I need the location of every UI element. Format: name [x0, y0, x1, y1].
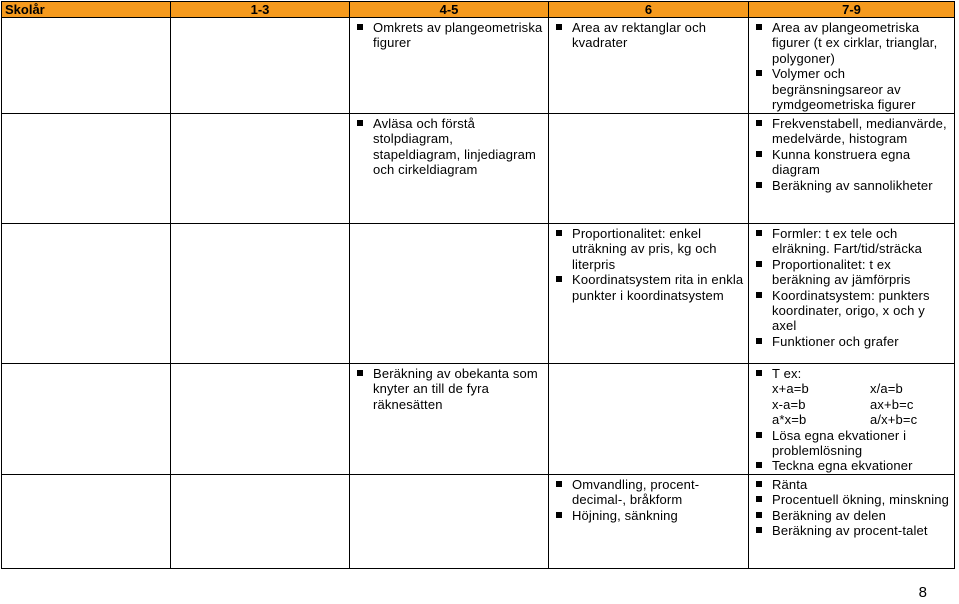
list-item: Koordinatsystem: punkters koordinater, origo, x och y axel — [749, 288, 950, 334]
cell-empty — [2, 114, 171, 224]
bullet-list — [549, 224, 748, 303]
cell-empty — [2, 474, 171, 568]
equation: x+a=b — [772, 381, 809, 397]
list-item: Omvandling, procent-decimal-, bråkform — [549, 477, 744, 508]
list-item: Frekvenstabell, medianvärde, medelvärde, histogram — [749, 116, 950, 147]
bullet-list — [749, 475, 954, 539]
list-item: Kunna konstruera egna diagram — [749, 147, 950, 178]
bullet-list — [749, 18, 954, 112]
cell-4-5 — [350, 364, 549, 475]
equation: a/x+b=c — [870, 412, 918, 428]
list-item: Beräkning av procent-talet — [749, 523, 950, 538]
cell-empty — [549, 364, 749, 475]
cell-empty — [171, 114, 350, 224]
cell-empty — [2, 18, 171, 114]
cell-7-9 — [749, 474, 955, 568]
cell-empty — [171, 474, 350, 568]
equation: x/a=b — [870, 381, 903, 397]
cell-empty — [350, 474, 549, 568]
list-item: Volymer och begränsningsareor av rymdgeometriska figurer — [749, 66, 950, 112]
cell-6 — [549, 224, 749, 364]
header-4-5: 4-5 — [350, 2, 549, 18]
table-row — [2, 114, 955, 224]
list-item: Teckna egna ekvationer — [749, 458, 950, 473]
list-item: Funktioner och grafer — [749, 334, 950, 349]
list-item: Avläsa och förstå stolpdiagram, stapeldiagram, linjediagram och cirkeldiagram — [350, 116, 544, 178]
cell-4-5 — [350, 18, 549, 114]
bullet-list — [350, 114, 548, 178]
cell-6 — [549, 474, 749, 568]
curriculum-table — [1, 1, 955, 569]
list-item: Koordinatsystem rita in enkla punkter i koordinatsystem — [549, 272, 744, 303]
bullet-list — [350, 364, 548, 412]
equations-label: T ex: — [772, 366, 802, 381]
list-item: Beräkning av delen — [749, 508, 950, 523]
list-item: Area av rektanglar och kvadrater — [549, 20, 744, 51]
equation: x-a=b — [772, 396, 806, 412]
table-row — [2, 224, 955, 364]
header-1-3: 1-3 — [171, 2, 350, 18]
bullet-list — [350, 18, 548, 51]
bullet-list — [549, 475, 748, 523]
list-item: Proportionalitet: enkel uträkning av pris, kg och literpris — [549, 226, 744, 272]
list-item: Proportionalitet: t ex beräkning av jämförpris — [749, 257, 950, 288]
cell-4-5 — [350, 114, 549, 224]
table-row — [2, 364, 955, 475]
cell-7-9 — [749, 364, 955, 475]
cell-7-9 — [749, 18, 955, 114]
bullet-list — [549, 18, 748, 51]
list-item: Formler: t ex tele och elräkning. Fart/tid/sträcka — [749, 226, 950, 257]
cell-empty — [171, 364, 350, 475]
cell-empty — [171, 18, 350, 114]
cell-empty — [350, 224, 549, 364]
list-item: Lösa egna ekvationer i problemlösning — [749, 428, 950, 459]
cell-empty — [171, 224, 350, 364]
list-item: Area av plangeometriska figurer (t ex cirklar, trianglar, polygoner) — [749, 20, 950, 66]
list-item: Höjning, sänkning — [549, 508, 744, 523]
header-row — [2, 2, 955, 18]
table-row — [2, 18, 955, 114]
header-6: 6 — [549, 2, 749, 18]
bullet-list — [749, 114, 954, 193]
equation: a*x=b — [772, 412, 807, 428]
bullet-list — [749, 364, 954, 474]
list-item: Beräkning av obekanta som knyter an till de fyra räknesätten — [350, 366, 544, 412]
cell-empty — [549, 114, 749, 224]
bullet-list — [749, 224, 954, 349]
list-item: Omkrets av plangeometriska figurer — [350, 20, 544, 51]
cell-empty — [2, 224, 171, 364]
cell-6 — [549, 18, 749, 114]
list-item: Beräkning av sannolikheter — [749, 178, 950, 193]
cell-7-9 — [749, 224, 955, 364]
equation: ax+b=c — [870, 396, 914, 412]
table-row — [2, 474, 955, 568]
page-number: 8 — [918, 584, 927, 601]
equation-grid — [772, 381, 950, 427]
cell-7-9 — [749, 114, 955, 224]
list-item: Procentuell ökning, minskning — [749, 492, 950, 507]
cell-empty — [2, 364, 171, 475]
list-item — [749, 366, 950, 428]
list-item: Ränta — [749, 477, 950, 492]
header-7-9: 7-9 — [749, 2, 955, 18]
header-skolar: Skolår — [2, 2, 171, 18]
